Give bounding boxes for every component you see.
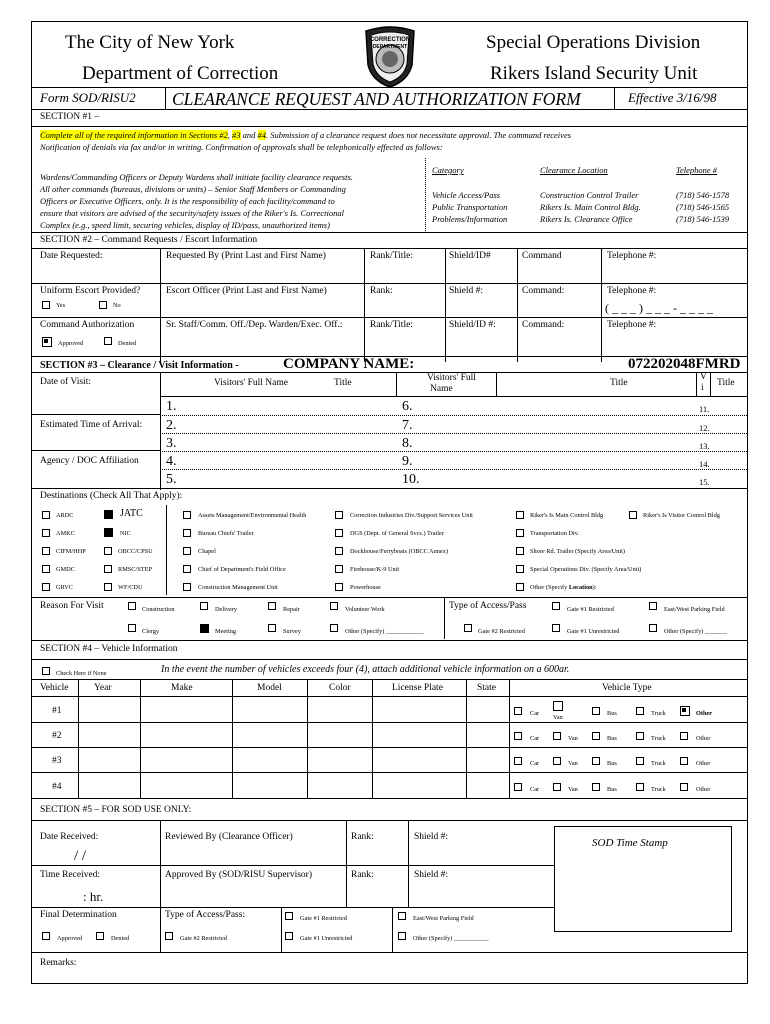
auth-approved-checkbox[interactable] (42, 337, 52, 347)
visitor-num-6: 6. (402, 399, 413, 414)
reason-meeting-label: Meeting (215, 628, 236, 635)
v3-truck-label: Truck (651, 760, 666, 767)
telephone-label: Telephone #: (607, 251, 657, 261)
visitor-num-1: 1. (166, 399, 177, 414)
visitor-num-9: 9. (402, 454, 413, 469)
v2-truck-checkbox[interactable] (636, 732, 644, 740)
dest-nic-label: NIC (120, 530, 131, 537)
dest-nic-checkbox[interactable] (104, 528, 113, 537)
s5-g1r-checkbox[interactable] (285, 912, 293, 920)
dest-visitorcontrol-checkbox[interactable] (629, 511, 637, 519)
v1-other-checkbox[interactable] (680, 706, 690, 716)
col-category: Category (432, 165, 464, 175)
s5-other-label: Other (Specify) ___________ (413, 935, 489, 942)
v2-bus-label: Bus (607, 735, 617, 742)
vehicle-note: In the event the number of vehicles exceeds four (4), attach additional vehicle information on a 600ar. (161, 664, 570, 675)
v4-van-checkbox[interactable] (553, 783, 561, 791)
dest-cmu-label: Construction Management Unit (198, 584, 278, 591)
dest-ardc-checkbox[interactable] (42, 511, 50, 519)
correction-badge-logo (360, 25, 420, 89)
escort-no-checkbox[interactable] (99, 301, 107, 309)
access-g2r-checkbox[interactable] (464, 624, 472, 632)
v3-bus-label: Bus (607, 760, 617, 767)
final-denied-label: Denied (111, 935, 130, 942)
v4-other-checkbox[interactable] (680, 783, 688, 791)
v3-truck-checkbox[interactable] (636, 757, 644, 765)
dest-jatc-checkbox[interactable] (104, 510, 113, 519)
final-approved-label: Approved (57, 935, 83, 942)
para-line-2: All other commands (bureaus, divisions or units) – Senior Staff Members or Commanding (40, 184, 346, 194)
v1-bus-label: Bus (607, 710, 617, 717)
access-ew-checkbox[interactable] (649, 602, 657, 610)
instr-section2: #2 (219, 130, 228, 140)
dest-wfcdu-checkbox[interactable] (104, 583, 112, 591)
clearance-form (31, 21, 748, 984)
row1-location: Construction Control Trailer (540, 190, 639, 200)
dest-transport-checkbox[interactable] (516, 529, 524, 537)
visitor-num-2: 2. (166, 418, 177, 433)
row3-location: Rikers Is. Clearance Office (540, 214, 633, 224)
vehicle-none-label: Check Here if None (56, 670, 107, 677)
instr-section4: #4 (257, 130, 267, 140)
s5-type-access-label: Type of Access/Pass: (165, 910, 246, 920)
dest-maincontrol-checkbox[interactable] (516, 511, 524, 519)
badge-text-sub: DEPARTMENT (372, 44, 408, 50)
dest-amkc-checkbox[interactable] (42, 529, 50, 537)
v1-bus-checkbox[interactable] (592, 707, 600, 715)
reason-label: Reason For Visit (40, 601, 104, 611)
col-location: Clearance Location (540, 165, 608, 175)
dest-other-pre: Other (Specify (530, 584, 569, 591)
dest-grvc-checkbox[interactable] (42, 583, 50, 591)
visitor-num-8: 8. (402, 436, 413, 451)
dest-dgs-label: DGS (Dept. of General Svcs.) Trailer (350, 530, 444, 537)
s5-g1r-label: Gate #1 Restricted (300, 915, 347, 922)
reason-other-checkbox[interactable] (330, 624, 338, 632)
company-name-value: 072202048FMRD (628, 356, 741, 372)
section1-instructions-line2: Notification of denials via fax and/or in writing. Confirmation of approvals shall be telephonically effected as follows: (40, 142, 443, 152)
visitors-full-name-col2a: Visitors' Full (427, 373, 476, 383)
v1-van-label: Van (553, 714, 563, 721)
access-g2r-label: Gate #2 Restricted (478, 628, 525, 635)
v2-van-label: Van (568, 735, 578, 742)
dest-grvc-label: GRVC (56, 584, 73, 591)
col-vehicle: Vehicle (40, 683, 69, 693)
auth-approved-label: Approved (58, 340, 84, 347)
dest-assets-label: Assets Management/Environmental Health (198, 512, 307, 519)
escort-telephone-label: Telephone #: (607, 286, 657, 296)
s5-rank-label: Rank: (351, 832, 374, 842)
instr-rest: Submission of a clearance request does not necessitate approval. The command receives (268, 130, 572, 140)
row2-category: Public Transportation (432, 202, 508, 212)
staff-label: Sr. Staff/Comm. Off./Dep. Warden/Exec. Off.: (166, 320, 343, 330)
vehicle-row-4-label: #4 (52, 782, 62, 792)
form-number: Form SOD/RISU2 (40, 90, 136, 105)
v3-van-checkbox[interactable] (553, 757, 561, 765)
v4-other-label: Other (696, 786, 711, 793)
dest-powerhouse-checkbox[interactable] (335, 583, 343, 591)
v3-bus-checkbox[interactable] (592, 757, 600, 765)
section4-title: SECTION #4 – Vehicle Information (40, 644, 178, 654)
dest-cifm-label: CIFM/HHP (56, 548, 86, 555)
v2-truck-label: Truck (651, 735, 666, 742)
para-line-5: Complex (e.g., speed limit, securing vehicles, display of ID/pass, unauthorized items) (40, 220, 330, 230)
rank-title-label: Rank/Title: (370, 251, 413, 261)
escort-shield-label: Shield #: (449, 286, 484, 296)
visitors-full-name-col2b: Name (430, 384, 453, 394)
date-requested-label: Date Requested: (40, 251, 103, 261)
v4-car-label: Car (530, 786, 540, 793)
reason-volunteer-checkbox[interactable] (330, 602, 338, 610)
s5-g1u-label: Gate #1 Unrestricted (300, 935, 353, 942)
dest-chapel-checkbox[interactable] (183, 547, 191, 555)
v1-van-checkbox[interactable] (553, 701, 563, 711)
dest-specialops-checkbox[interactable] (516, 565, 524, 573)
dest-rmsc-checkbox[interactable] (104, 565, 112, 573)
visitor-num-10: 10. (402, 472, 420, 487)
auth-shield-label: Shield/ID #: (449, 320, 496, 330)
dest-visitorcontrol-label: Riker's Is Visitor Control Bldg (643, 512, 720, 519)
s5-g2r-checkbox[interactable] (165, 932, 173, 940)
division-title: Special Operations Division (486, 32, 701, 53)
title-col2: Title (610, 378, 628, 388)
s5-g2r-label: Gate #2 Restricted (180, 935, 227, 942)
department-title: Department of Correction (82, 63, 279, 84)
row2-phone: (718) 546-1565 (676, 202, 730, 212)
eta-label: Estimated Time of Arrival: (40, 420, 143, 430)
escort-yes-label: Yes (56, 302, 66, 309)
section2-title: SECTION #2 – Command Requests / Escort Information (40, 235, 258, 245)
v1-other-label: Other (696, 710, 713, 717)
command-authorization-label: Command Authorization (40, 320, 135, 330)
dest-transport-label: Transportation Div. (530, 530, 580, 537)
s5-g1u-checkbox[interactable] (285, 932, 293, 940)
dest-obcc-checkbox[interactable] (104, 547, 112, 555)
visitor-num-14: 14. (699, 459, 710, 469)
visitor-num-7: 7. (402, 418, 413, 433)
visitor-num-13: 13. (699, 441, 710, 451)
dest-gmdc-checkbox[interactable] (42, 565, 50, 573)
instr-comma: , (227, 130, 233, 140)
v3-car-checkbox[interactable] (514, 757, 522, 765)
dest-shore-checkbox[interactable] (516, 547, 524, 555)
dest-other-checkbox[interactable] (516, 583, 524, 591)
v-col: V (700, 372, 707, 382)
dest-other-location: Location (568, 584, 593, 591)
i-col: i (701, 383, 704, 393)
v2-car-label: Car (530, 735, 540, 742)
reason-repair-checkbox[interactable] (268, 602, 276, 610)
visitors-full-name-col: Visitors' Full Name (214, 378, 288, 388)
dest-amkc-label: AMKC (56, 530, 75, 537)
dest-dockhouse-label: Dockhouse/Ferryboats (OBCC Annex) (350, 548, 448, 555)
para-line-3: Officers or Executive Officers, only. It is the responsibility of each facility/command to (40, 196, 335, 206)
v3-other-checkbox[interactable] (680, 757, 688, 765)
col-license: License Plate (392, 683, 443, 693)
auth-rank-label: Rank/Title: (370, 320, 413, 330)
reason-survey-label: Survey (283, 628, 301, 635)
vehicle-none-checkbox[interactable] (42, 667, 50, 675)
access-other-checkbox[interactable] (649, 624, 657, 632)
visitor-num-3: 3. (166, 436, 177, 451)
date-received-mask[interactable]: / / (74, 848, 87, 864)
col-vehicle-type: Vehicle Type (602, 683, 652, 693)
v1-car-checkbox[interactable] (514, 707, 522, 715)
access-ew-label: East/West Parking Field (664, 606, 725, 613)
v4-bus-label: Bus (607, 786, 617, 793)
dest-bureau-checkbox[interactable] (183, 529, 191, 537)
access-g1u-label: Gate #1 Unrestricted (567, 628, 620, 635)
vehicle-row-1-label: #1 (52, 706, 62, 716)
v4-bus-checkbox[interactable] (592, 783, 600, 791)
dest-shore-label: Shore Rd. Trailer (Specify Area/Unit) (530, 548, 625, 555)
dest-cmu-checkbox[interactable] (183, 583, 191, 591)
reason-other-label: Other (Specify) ____________ (345, 628, 424, 635)
v4-truck-checkbox[interactable] (636, 783, 644, 791)
access-g1r-checkbox[interactable] (552, 602, 560, 610)
final-approved-checkbox[interactable] (42, 932, 50, 940)
instr-dot: . (266, 130, 269, 140)
phone-mask[interactable]: ( _ _ _ ) _ _ _ - _ _ _ _ (605, 301, 713, 315)
col-state: State (477, 683, 496, 693)
dest-cid-checkbox[interactable] (335, 511, 343, 519)
reason-construction-label: Construction (142, 606, 175, 613)
reviewed-by-label: Reviewed By (Clearance Officer) (165, 832, 293, 842)
dest-chiefdept-checkbox[interactable] (183, 565, 191, 573)
col-phone: Telephone # (676, 165, 718, 175)
remarks-label: Remarks: (40, 958, 77, 968)
instr-section3: #3 (232, 130, 241, 140)
row3-phone: (718) 546-1539 (676, 214, 730, 224)
command-label: Command (522, 251, 562, 261)
reason-survey-checkbox[interactable] (268, 624, 276, 632)
dest-firehouse-label: Firehouse/K-9 Unit (350, 566, 400, 573)
reason-clergy-checkbox[interactable] (128, 624, 136, 632)
visitor-num-15: 15. (699, 477, 710, 487)
reason-meeting-checkbox[interactable] (200, 624, 209, 633)
agency-label: Agency / DOC Affiliation (40, 456, 139, 466)
vehicle-row-3-label: #3 (52, 756, 62, 766)
col-year: Year (94, 683, 112, 693)
escort-no-label: No (113, 302, 121, 309)
requested-by-label: Requested By (Print Last and First Name) (166, 251, 326, 261)
effective-date: Effective 3/16/98 (628, 90, 717, 105)
s5-other-checkbox[interactable] (398, 932, 406, 940)
v2-other-label: Other (696, 735, 711, 742)
visitor-num-5: 5. (166, 472, 177, 487)
dest-dgs-checkbox[interactable] (335, 529, 343, 537)
auth-denied-label: Denied (118, 340, 137, 347)
row2-location: Rikers Is. Main Control Bldg. (540, 202, 641, 212)
auth-telephone-label: Telephone #: (607, 320, 657, 330)
dest-chiefdept-label: Chief of Department's Field Office (198, 566, 286, 573)
vehicle-row-2-label: #2 (52, 731, 62, 741)
v2-car-checkbox[interactable] (514, 732, 522, 740)
section1-title: SECTION #1 – (40, 112, 100, 122)
reason-clergy-label: Clergy (142, 628, 160, 635)
final-determination-label: Final Determination (40, 910, 117, 920)
auth-denied-checkbox[interactable] (104, 337, 112, 345)
escort-command-label: Command: (522, 286, 565, 296)
v2-other-checkbox[interactable] (680, 732, 688, 740)
dest-specialops-label: Special Operations Div. (Specify Area/Unit) (530, 566, 642, 573)
dest-firehouse-checkbox[interactable] (335, 565, 343, 573)
dest-ardc-label: ARDC (56, 512, 74, 519)
dest-other-post: ): (592, 584, 597, 591)
unit-title: Rikers Island Security Unit (490, 63, 698, 84)
s5-ew-checkbox[interactable] (398, 912, 406, 920)
v2-bus-checkbox[interactable] (592, 732, 600, 740)
escort-rank-label: Rank: (370, 286, 393, 296)
escort-officer-label: Escort Officer (Print Last and First Name) (166, 286, 327, 296)
s5-ew-label: East/West Parking Field (413, 915, 474, 922)
dest-dockhouse-checkbox[interactable] (335, 547, 343, 555)
access-g1r-label: Gate #1 Restricted (567, 606, 614, 613)
access-other-label: Other (Specify) _______ (664, 628, 727, 635)
access-g1u-checkbox[interactable] (552, 624, 560, 632)
reason-repair-label: Repair (283, 606, 300, 613)
reason-delivery-label: Delivery (215, 606, 238, 613)
time-received-label: Time Received: (40, 870, 101, 880)
v3-car-label: Car (530, 760, 540, 767)
date-of-visit-label: Date of Visit: (40, 377, 91, 387)
destinations-title: Destinations (Check All That Apply): (40, 491, 183, 501)
reason-construction-checkbox[interactable] (128, 602, 136, 610)
reason-delivery-checkbox[interactable] (200, 602, 208, 610)
v1-truck-checkbox[interactable] (636, 707, 644, 715)
visitor-num-11: 11. (699, 404, 710, 414)
dest-bureau-label: Bureau Chiefs' Trailer (198, 530, 254, 537)
auth-command-label: Command: (522, 320, 565, 330)
title-col: Title (334, 378, 352, 388)
title-col3: Title (717, 378, 735, 388)
city-title: The City of New York (65, 32, 235, 53)
col-model: Model (257, 683, 282, 693)
time-received-mask[interactable]: : hr. (83, 889, 104, 904)
escort-yes-checkbox[interactable] (42, 301, 50, 309)
dest-other-label (530, 584, 596, 591)
dest-powerhouse-label: Powerhouse (350, 584, 381, 591)
row3-category: Problems/Information (432, 214, 508, 224)
dest-rmsc-label: RMSC/STEP (118, 566, 152, 573)
date-received-label: Date Received: (40, 832, 99, 842)
badge-text-top: CORRECTION (369, 37, 411, 43)
final-denied-checkbox[interactable] (96, 932, 104, 940)
shield-id-label: Shield/ID# (449, 251, 491, 261)
visitor-num-12: 12. (699, 423, 710, 433)
section3-title: SECTION #3 – Clearance / Visit Information - (40, 360, 239, 371)
section5-title: SECTION #5 – FOR SOD USE ONLY: (40, 805, 192, 815)
v4-van-label: Van (568, 786, 578, 793)
dest-chapel-label: Chapel (198, 548, 216, 555)
dest-maincontrol-label: Riker's Is Main Control Bldg (530, 512, 604, 519)
v4-truck-label: Truck (651, 786, 666, 793)
s5-shield-label: Shield #: (414, 832, 449, 842)
para-line-1: Wardens/Commanding Officers or Deputy Wardens shall initiate facility clearance requests. (40, 172, 353, 182)
access-type-label: Type of Access/Pass (449, 601, 527, 611)
v1-truck-label: Truck (651, 710, 666, 717)
visitor-num-4: 4. (166, 454, 177, 469)
dest-obcc-label: OBCC/CPSU (118, 548, 153, 555)
company-name-label: COMPANY NAME: (283, 356, 415, 372)
v3-other-label: Other (696, 760, 711, 767)
uniform-escort-label: Uniform Escort Provided? (40, 286, 141, 296)
form-title: CLEARANCE REQUEST AND AUTHORIZATION FORM (172, 89, 581, 109)
dest-jatc-label: JATC (120, 508, 143, 519)
col-color: Color (329, 683, 351, 693)
v4-car-checkbox[interactable] (514, 783, 522, 791)
reason-volunteer-label: Volunteer Work (345, 606, 385, 613)
instr-highlight: Complete all of the required information in Sections (40, 130, 220, 140)
s5-rank2-label: Rank: (351, 870, 374, 880)
dest-cifm-checkbox[interactable] (42, 547, 50, 555)
sod-time-stamp-label: SOD Time Stamp (592, 837, 668, 849)
s5-shield2-label: Shield #: (414, 870, 449, 880)
dest-wfcdu-label: WF/CDU (118, 584, 143, 591)
v1-car-label: Car (530, 710, 540, 717)
v3-van-label: Van (568, 760, 578, 767)
para-line-4: ensure that visitors are advised of the security/safety issues of the Riker's Is. Correctional (40, 208, 344, 218)
section1-instructions-line1 (40, 130, 571, 140)
dest-cid-label: Correction Industries Div./Support Services Unit (350, 512, 473, 519)
approved-by-label: Approved By (SOD/RISU Supervisor) (165, 870, 312, 880)
v2-van-checkbox[interactable] (553, 732, 561, 740)
instr-and: and (240, 130, 258, 140)
row1-category: Vehicle Access/Pass (432, 190, 501, 200)
dest-assets-checkbox[interactable] (183, 511, 191, 519)
col-make: Make (171, 683, 193, 693)
dest-gmdc-label: GMDC (56, 566, 75, 573)
row1-phone: (718) 546-1578 (676, 190, 730, 200)
